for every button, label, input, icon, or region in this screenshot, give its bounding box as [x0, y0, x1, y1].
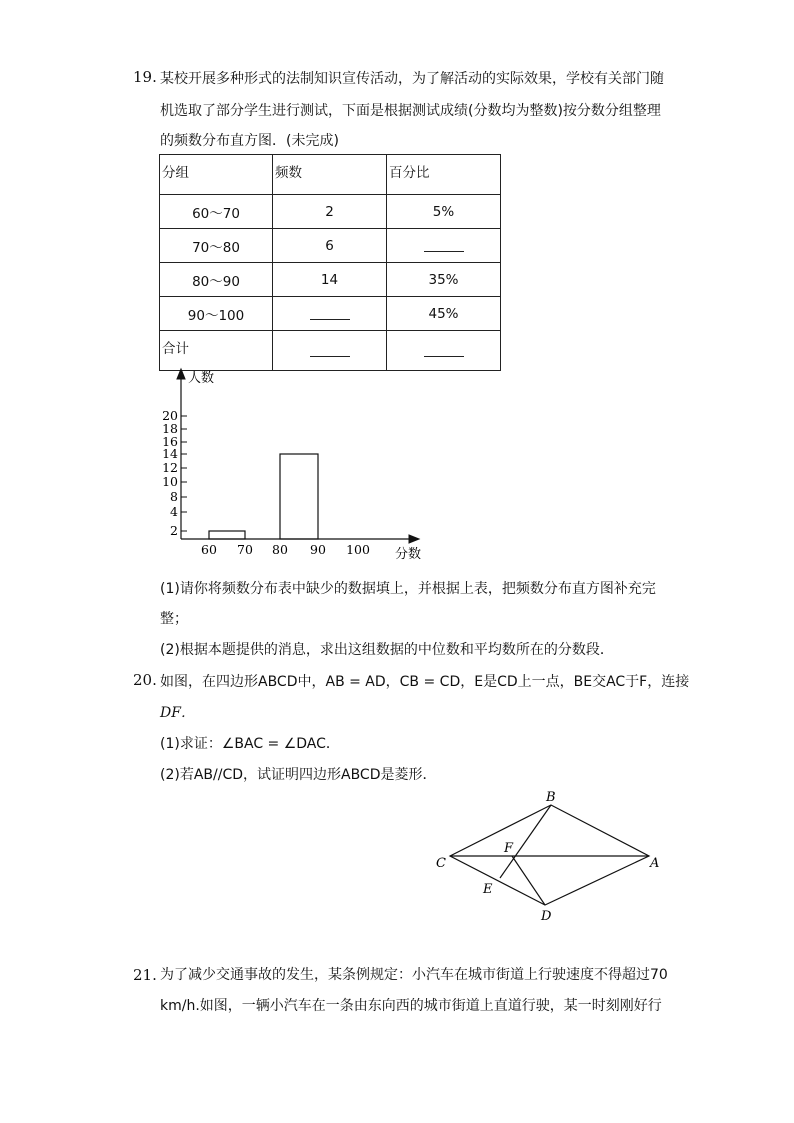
segment-df	[512, 856, 545, 905]
table-cell: 35%	[387, 263, 501, 297]
y-tick-label: 20	[162, 408, 178, 423]
y-tick-label: 14	[162, 446, 178, 461]
x-tick-label: 70	[237, 542, 253, 557]
answer-blank[interactable]	[424, 239, 464, 252]
point-label-d: D	[541, 909, 552, 924]
q20-part-1: (1)求证：∠BAC = ∠DAC．	[160, 736, 340, 752]
q21-line-2: km/h.如图，一辆小汽车在一条由东向西的城市街道上直道行驶，某一时刻刚好行	[160, 998, 662, 1014]
point-label-f: F	[504, 841, 514, 856]
q19-number: 19.	[133, 68, 157, 86]
q20-line-2: DF．	[160, 705, 195, 721]
table-header: 分组	[160, 155, 273, 195]
point-label-c: C	[436, 856, 446, 871]
answer-blank[interactable]	[424, 344, 464, 357]
point-label-a: A	[650, 856, 660, 871]
q20-line-1: 如图，在四边形ABCD中，AB = AD，CB = CD，E是CD上一点，BE交AC于F，连接	[160, 674, 690, 690]
table-cell: 70～80	[160, 229, 273, 263]
x-tick-label: 100	[346, 542, 370, 557]
table-header: 频数	[273, 155, 387, 195]
y-tick-label: 2	[170, 523, 178, 538]
y-tick-label: 12	[162, 460, 178, 475]
table-cell: 合计	[160, 331, 273, 371]
table-cell: 80～90	[160, 263, 273, 297]
q19-part-2: (2)根据本题提供的消息，求出这组数据的中位数和平均数所在的分数段．	[160, 642, 614, 658]
table-row	[160, 297, 501, 331]
table-header-row	[160, 155, 501, 195]
q19-part-1-cont: 整；	[160, 611, 188, 627]
q19-part-1: (1)请你将频数分布表中缺少的数据填上，并根据上表，把频数分布直方图补充完	[160, 581, 656, 597]
quadrilateral-abcd	[450, 805, 649, 905]
x-tick-label: 80	[272, 542, 288, 557]
table-row	[160, 229, 501, 263]
frequency-table	[159, 154, 501, 371]
q19-line-2: 机选取了部分学生进行测试，下面是根据测试成绩(分数均为整数)按分数分组整理	[160, 103, 661, 119]
point-label-e: E	[483, 882, 493, 897]
table-cell: 6	[273, 229, 387, 263]
quadrilateral-diagram	[430, 788, 665, 928]
y-ticks	[162, 408, 187, 538]
y-axis-label: 人数	[188, 371, 215, 386]
y-tick-label: 4	[170, 504, 178, 519]
q21-number: 21.	[133, 966, 157, 984]
table-cell: 45%	[387, 297, 501, 331]
q20-number: 20.	[133, 671, 157, 689]
histogram-bar	[280, 454, 318, 539]
q21-line-1: 为了减少交通事故的发生，某条例规定：小汽车在城市街道上行驶速度不得超过70	[160, 967, 668, 983]
bars	[209, 454, 318, 539]
x-tick-label: 60	[201, 542, 217, 557]
table-header: 百分比	[387, 155, 501, 195]
table-cell: 5%	[387, 195, 501, 229]
y-tick-label: 16	[162, 434, 178, 449]
y-tick-label: 18	[162, 421, 178, 436]
y-tick-label: 8	[170, 489, 178, 504]
q19-line-1: 某校开展多种形式的法制知识宣传活动，为了解活动的实际效果，学校有关部门随	[160, 71, 664, 87]
table-cell-blank[interactable]	[273, 297, 387, 331]
frequency-histogram	[150, 362, 440, 567]
answer-blank[interactable]	[310, 307, 350, 320]
histogram-bar	[209, 531, 245, 539]
table-cell: 14	[273, 263, 387, 297]
x-tick-label: 90	[310, 542, 326, 557]
x-ticks	[201, 542, 370, 557]
table-cell: 2	[273, 195, 387, 229]
table-cell: 90～100	[160, 297, 273, 331]
answer-blank[interactable]	[310, 344, 350, 357]
table-row	[160, 263, 501, 297]
q20-part-2: (2)若AB//CD，试证明四边形ABCD是菱形．	[160, 767, 437, 783]
table-cell-blank[interactable]	[387, 229, 501, 263]
x-axis-label: 分数	[395, 547, 422, 562]
q19-line-3: 的频数分布直方图．(未完成)	[160, 133, 339, 149]
point-label-b: B	[546, 790, 556, 805]
table-row	[160, 195, 501, 229]
table-cell: 60～70	[160, 195, 273, 229]
y-tick-label: 10	[162, 474, 178, 489]
